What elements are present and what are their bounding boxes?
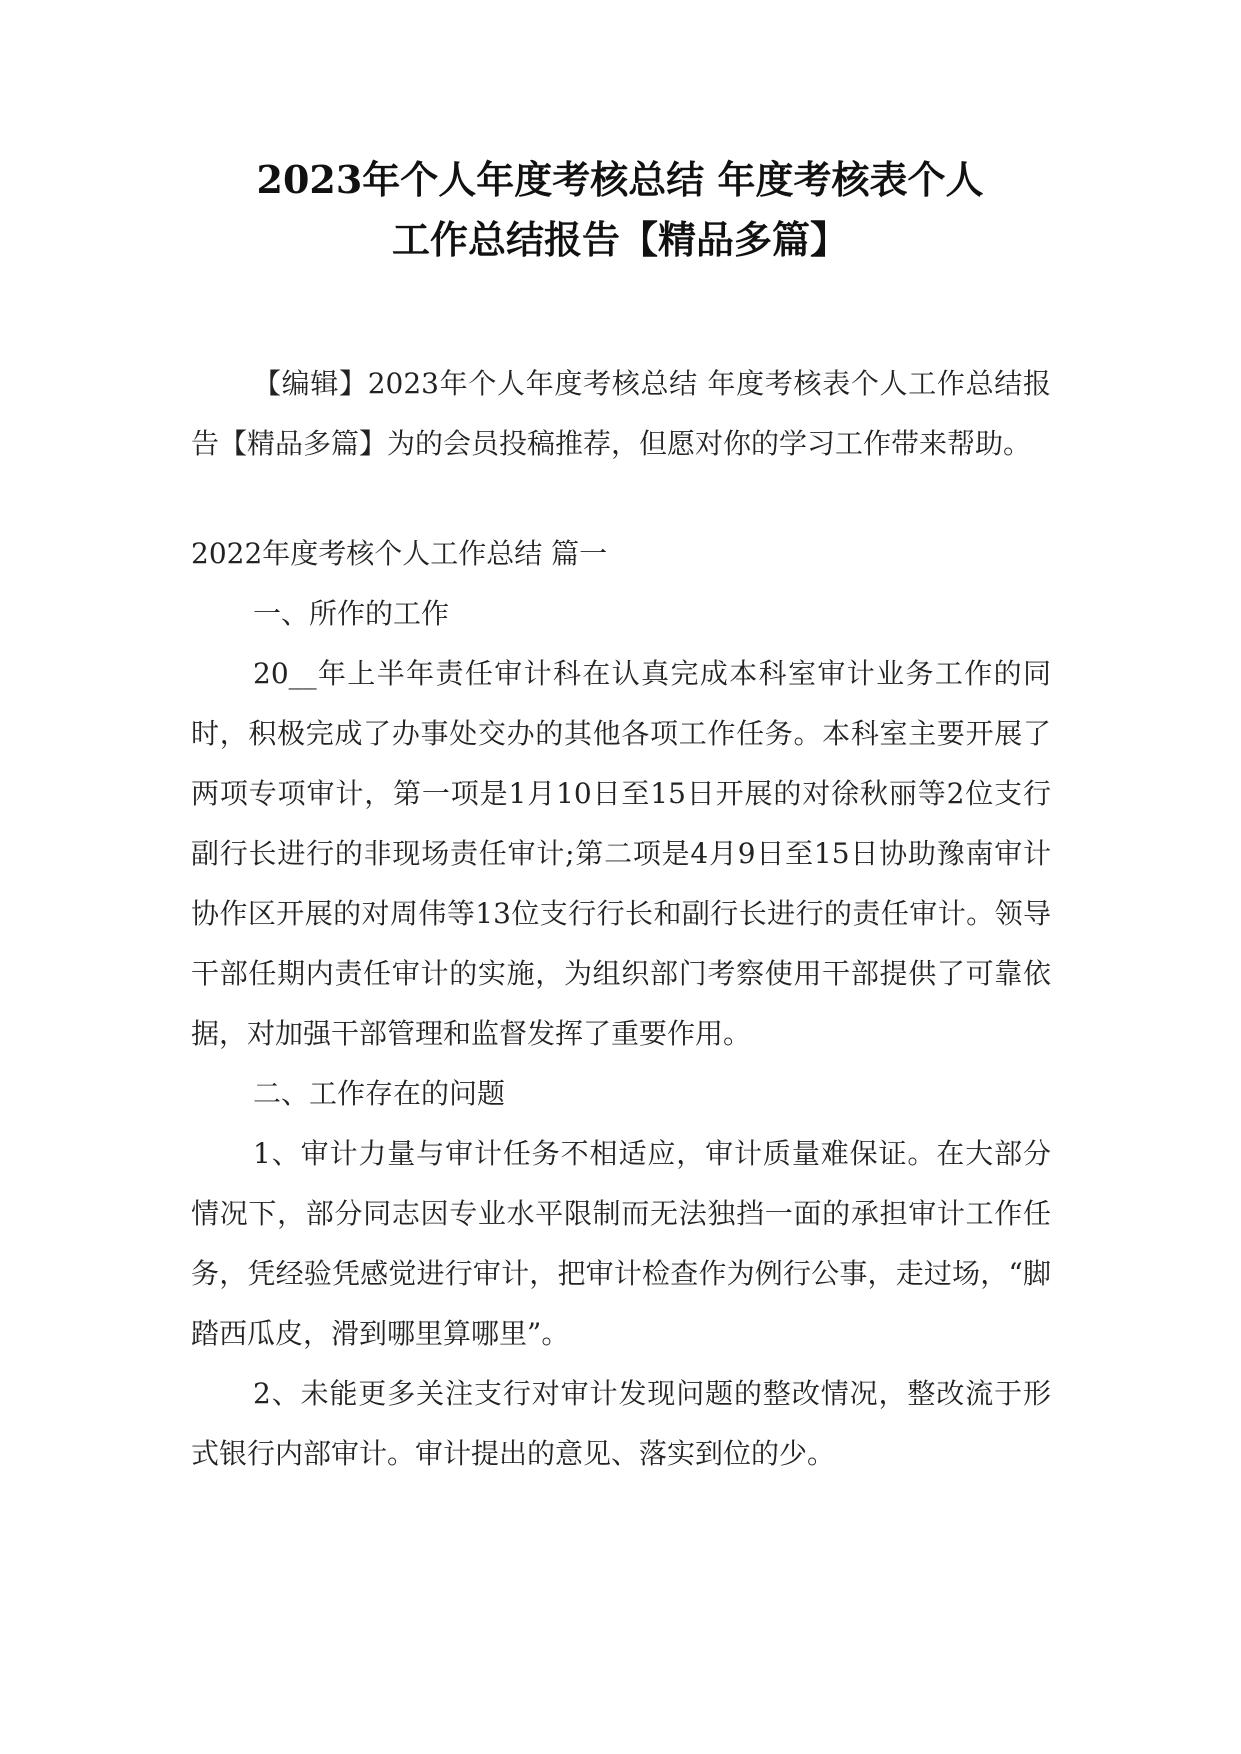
document-title bbox=[180, 150, 1060, 270]
intro-paragraph: 【编辑】2023年个人年度考核总结 年度考核表个人工作总结报告【精品多篇】为的会员投稿推荐，但愿对你的学习工作带来帮助。 bbox=[191, 367, 1051, 460]
heading-work-done: 一、所作的工作 bbox=[253, 597, 450, 630]
paragraph-work-done: 20__年上半年责任审计科在认真完成本科室审计业务工作的同时，积极完成了办事处交办的其他各项工作任务。本科室主要开展了两项专项审计，第一项是1月10日至15日开展的对徐秋丽等2位支行副行长进行的非现场责任审计;第二项是4月9日至15日协助豫南审计协作区开展的对周伟等13位支行行长和副行长进行的责任审计。领导干部任期内责任审计的实施，为组织部门考察使用干部提供了可靠依据，对加强干部管理和监督发挥了重要作用。 bbox=[191, 657, 1051, 1050]
title-line-1: 2023年个人年度考核总结 年度考核表个人 bbox=[256, 157, 984, 202]
section-title: 2022年度考核个人工作总结 篇一 bbox=[191, 537, 608, 570]
document-body bbox=[191, 354, 1051, 1484]
title-line-2: 工作总结报告【精品多篇】 bbox=[391, 217, 848, 262]
heading-problems: 二、工作存在的问题 bbox=[253, 1077, 506, 1110]
paragraph-problem-1: 1、审计力量与审计任务不相适应，审计质量难保证。在大部分情况下，部分同志因专业水平限制而无法独挡一面的承担审计工作任务，凭经验凭感觉进行审计，把审计检查作为例行公事，走过场，“脚踏西瓜皮，滑到哪里算哪里”。 bbox=[191, 1137, 1051, 1350]
paragraph-problem-2: 2、未能更多关注支行对审计发现问题的整改情况，整改流于形式银行内部审计。审计提出的意见、落实到位的少。 bbox=[191, 1377, 1051, 1470]
